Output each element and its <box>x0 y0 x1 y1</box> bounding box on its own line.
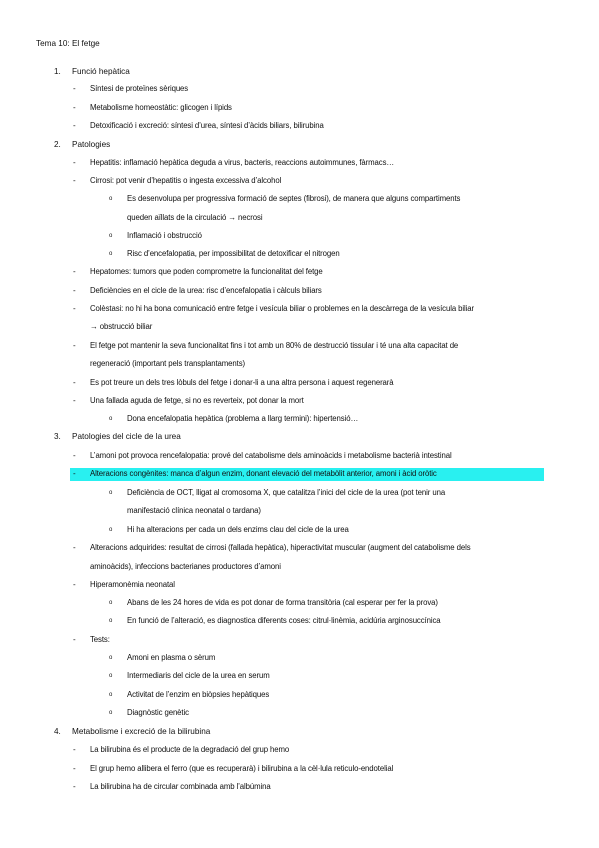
sub-list-item-continuation: manifestació clínica neonatal o tardana) <box>127 506 261 515</box>
list-item: Detoxificació i excreció: síntesi d’urea, síntesi d’àcids biliars, bilirubina <box>90 121 324 130</box>
section-heading-3: 3. Patologies del cicle de la urea <box>54 432 181 441</box>
sub-list-item: Intermediaris del cicle de la urea en serum <box>127 671 270 680</box>
list-item: Alteracions adquirides: resultat de cirrosi (fallada hepàtica), hiperactivitat muscular (augment del catabolisme dels <box>90 543 471 552</box>
dash-marker: - <box>73 396 76 405</box>
bullet-marker: o <box>109 251 113 257</box>
bullet-marker: o <box>109 710 113 716</box>
dash-marker: - <box>73 378 76 387</box>
list-item: Hepatomes: tumors que poden comprometre la funcionalitat del fetge <box>90 267 323 276</box>
section-heading-4: 4. Metabolisme i excreció de la bilirubina <box>54 727 211 736</box>
bullet-marker: o <box>109 196 113 202</box>
sub-list-item: Inflamació i obstrucció <box>127 231 202 240</box>
sub-list-item: Abans de les 24 hores de vida es pot donar de forma transitòria (cal esperar per fer la prova) <box>127 598 438 607</box>
sub-list-item: Dona encefalopatia hepàtica (problema a llarg termini): hipertensió… <box>127 414 359 423</box>
list-item: Metabolisme homeostàtic: glicogen i lípids <box>90 103 232 112</box>
bullet-marker: o <box>109 655 113 661</box>
dash-marker: - <box>73 121 76 130</box>
sub-list-item: Risc d’encefalopatia, per impossibilitat de detoxificar el nitrogen <box>127 249 340 258</box>
dash-marker: - <box>73 745 76 754</box>
dash-marker: - <box>73 451 76 460</box>
list-item: Deficiències en el cicle de la urea: risc d’encefalopatia i càlculs biliars <box>90 286 322 295</box>
bullet-marker: o <box>109 618 113 624</box>
list-item: El grup hemo allibera el ferro (que es recuperarà) i bilirubina a la cèl·lula reticulo-endotelial <box>90 764 394 773</box>
dash-marker: - <box>73 267 76 276</box>
section-heading-1: 1. Funció hepàtica <box>54 67 130 76</box>
dash-marker: - <box>73 176 76 185</box>
dash-marker: - <box>73 543 76 552</box>
bullet-marker: o <box>109 600 113 606</box>
list-item: La bilirubina és el producte de la degradació del grup hemo <box>90 745 290 754</box>
list-item: Síntesi de proteïnes sèriques <box>90 84 189 93</box>
sub-list-item: Amoni en plasma o sèrum <box>127 653 216 662</box>
bullet-marker: o <box>109 416 113 422</box>
list-item: Es pot treure un dels tres lòbuls del fetge i donar-li a una altra persona i aquest regenerarà <box>90 378 394 387</box>
sub-list-item: Hi ha alteracions per cada un dels enzims clau del cicle de la urea <box>127 525 349 534</box>
section-heading-2: 2. Patologies <box>54 140 111 149</box>
sub-list-item: Diagnòstic genètic <box>127 708 189 717</box>
list-item: Hiperamonèmia neonatal <box>90 580 175 589</box>
bullet-marker: o <box>109 490 113 496</box>
highlighted-list-item: Alteracions congènites: manca d’algun enzim, donant elevació del metabòlit anterior, amoni i àcid oròtic <box>90 469 437 478</box>
list-item-continuation: → obstrucció biliar <box>90 322 153 331</box>
sub-list-item: Deficiència de OCT, lligat al cromosoma X, que catalitza l’inici del cicle de la urea (pot tenir una <box>127 488 446 497</box>
dash-marker: - <box>73 84 76 93</box>
list-item-continuation: aminoàcids), infeccions bacterianes productores d’amoni <box>90 562 281 571</box>
dash-marker: - <box>73 341 76 350</box>
dash-marker: - <box>73 286 76 295</box>
dash-marker: - <box>73 580 76 589</box>
list-item: L’amoni pot provoca rencefalopatia: prové del catabolisme dels aminoàcids i metabolisme bacterià intestinal <box>90 451 452 460</box>
sub-list-item-continuation: queden aïllats de la circulació → necrosi <box>127 213 263 222</box>
list-item: Hepatitis: inflamació hepàtica deguda a virus, bacteris, reaccions autoimmunes, fàrmacs… <box>90 158 395 167</box>
list-item: Una fallada aguda de fetge, si no es reverteix, pot donar la mort <box>90 396 304 405</box>
list-item: La bilirubina ha de circular combinada amb l’albúmina <box>90 782 271 791</box>
list-item-continuation: regeneració (important pels transplantaments) <box>90 359 245 368</box>
list-item: Colèstasi: no hi ha bona comunicació entre fetge i vesícula biliar o problemes en la descàrrega de la vesícula biliar <box>90 304 474 313</box>
dash-marker: - <box>73 635 76 644</box>
list-item: Tests: <box>90 635 110 644</box>
dash-marker: - <box>73 764 76 773</box>
bullet-marker: o <box>109 527 113 533</box>
list-item: El fetge pot mantenir la seva funcionalitat fins i tot amb un 80% de destrucció tissular i té una alta capacitat de <box>90 341 459 350</box>
dash-marker: - <box>73 304 76 313</box>
list-item: Cirrosi: pot venir d’hepatitis o ingesta excessiva d’alcohol <box>90 176 282 185</box>
sub-list-item: En funció de l’alteració, es diagnostica diferents coses: citrul·linèmia, acidúria arginosuccínica <box>127 616 441 625</box>
bullet-marker: o <box>109 673 113 679</box>
dash-marker: - <box>73 469 76 478</box>
sub-list-item: Activitat de l’enzim en biòpsies hepàtiques <box>127 690 270 699</box>
dash-marker: - <box>73 782 76 791</box>
sub-list-item: Es desenvolupa per progressiva formació de septes (fibrosi), de manera que alguns compartiments <box>127 194 461 203</box>
document-title: Tema 10: El fetge <box>36 39 100 48</box>
bullet-marker: o <box>109 692 113 698</box>
dash-marker: - <box>73 103 76 112</box>
bullet-marker: o <box>109 233 113 239</box>
dash-marker: - <box>73 158 76 167</box>
